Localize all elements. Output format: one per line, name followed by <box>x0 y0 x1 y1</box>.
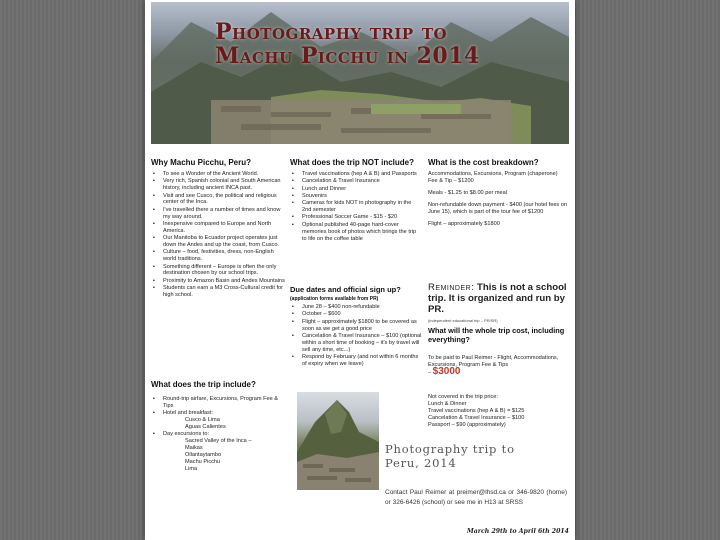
cost-paragraph: Non-refundable down payment - $400 (our hotel fees on June 15), which is part of the tour fee of $1200 <box>428 201 567 215</box>
list-item: ▪ Lunch and Dinner <box>290 186 420 193</box>
not-covered-item: Cancelation & Travel Insurance – $100 <box>428 414 525 421</box>
list-item: ▪ Round-trip airfare, Excursions, Program Fee & Tips <box>151 396 285 410</box>
why-heading: Why Machu Picchu, Peru? <box>151 158 252 167</box>
include-heading: What does the trip include? <box>151 380 256 389</box>
list-item: ▪ October – $600 <box>290 311 424 318</box>
list-item: ▪ Cameras for kids NOT in photography in the 2nd semester <box>290 200 420 214</box>
list-item <box>151 410 285 431</box>
flyer-page <box>145 0 575 540</box>
list-item: ▪ Inexpensive compared to Europe and North America. <box>151 221 285 235</box>
machu-picchu-photo <box>297 392 379 490</box>
day-place: Machu Picchu <box>185 458 221 465</box>
list-item: ▪ Culture – food, festivities, dress, non-English world traditions. <box>151 249 285 263</box>
whole-cost-section <box>428 355 568 382</box>
list-item: ▪ Respond by February (and not within 6 months of expiry when we leave) <box>290 354 424 368</box>
reminder-callout <box>428 282 568 315</box>
cost-paragraph: Accommodations, Excursions, Program (chaperone) Fee & Tip – $1200 <box>428 171 558 184</box>
include-section <box>151 396 285 473</box>
total-price: $3000 <box>432 365 461 377</box>
hero-photo-machu-picchu <box>151 2 569 144</box>
subtitle <box>385 442 565 470</box>
trip-dates: March 29th to April 6th 2014 <box>466 528 569 535</box>
flyer-title-line-2: Machu Picchu in 2014 <box>215 43 480 69</box>
list-item: ▪ June 28 – $400 non-refundable <box>290 304 424 311</box>
day-place: Ollantaytambo <box>185 452 222 459</box>
flyer-title-line-1: Photography trip to <box>215 19 448 45</box>
not-covered-item: Passport – $90 (approximately) <box>428 421 506 428</box>
list-item: ▪ Students can earn a M3 Cross-Cultural credit for high school. <box>151 285 285 299</box>
why-section <box>151 158 285 299</box>
list-item: ▪ Cancelation & Travel Insurance – $100 (optional within a short time of booking – it's by travel will sell any time, etc...) <box>290 333 424 354</box>
reminder-label: Reminder: <box>428 282 475 293</box>
not-include-section <box>290 158 420 243</box>
list-item: ▪ Our Manitoba to Ecuador project operates just down the Andes and up the coast, from Cusco. <box>151 235 285 249</box>
hotel-city: Aguas Calientes <box>185 424 226 431</box>
paid-to-text: To be paid to Paul Reimer - Flight, Accommodations, Excursions, Program Fee & Tips <box>428 355 559 368</box>
list-item: ▪ Optional published 40-page hard-cover memories book of photos which brings the trip to life on the coffee table <box>290 222 420 243</box>
list-item: ▪ I've travelled there a number of times and know my way around. <box>151 207 285 221</box>
list-item: ▪ Travel vaccinations (hep A & B) and Passports <box>290 171 420 178</box>
not-include-list <box>290 171 420 242</box>
mountain-peak-image <box>297 392 379 490</box>
day-place: Maikas <box>185 445 203 452</box>
reminder-note: (independent educational trip – PR/SR) <box>428 318 498 323</box>
day-place: Lima <box>185 465 198 472</box>
reminder-text: This is not a school trip. It is organized and run by PR. <box>428 282 567 315</box>
due-dates-note: (application forms available from PR) <box>290 296 379 302</box>
list-item: ▪ Professional Soccer Game - $15 - $20 <box>290 214 420 221</box>
list-item: ▪ Something different – Europe is often the only destination chosen by our school trips. <box>151 264 285 278</box>
due-dates-heading <box>290 286 420 303</box>
due-dates-list <box>290 304 424 368</box>
list-item <box>151 431 285 472</box>
day-excursions-label: Day excursions to: <box>163 431 210 438</box>
contact-info: Contact Paul Reimer at preimer@lhsd.ca or 346-9820 (home) or 326-6426 (school) or see me in H13 at SRSS <box>385 489 567 506</box>
flyer-title <box>215 20 565 68</box>
subtitle-line-1: Photography trip to <box>385 442 515 456</box>
day-place: Sacred Valley of the Inca – <box>185 438 252 445</box>
list-item: ▪ Flight – approximately $1800 to be covered as soon as we get a good price <box>290 319 424 333</box>
total-dash: – <box>428 369 433 376</box>
due-dates-title: Due dates and official sign up? <box>290 285 401 294</box>
not-covered-item: Lunch & Dinner <box>428 400 467 407</box>
whole-cost-paid-to <box>428 355 568 377</box>
cost-heading: What is the cost breakdown? <box>428 158 539 167</box>
why-list <box>151 171 285 299</box>
cost-section <box>428 158 568 232</box>
whole-cost-heading: What will the whole trip cost, including everything? <box>428 326 565 344</box>
list-item: ▪ To see a Wonder of the Ancient World. <box>151 171 285 178</box>
not-covered-label: Not covered in the trip price: <box>428 394 498 400</box>
subtitle-line-2: Peru, 2014 <box>385 456 457 470</box>
list-item: ▪ Proximity to Amazon Basin and Andes Mountains <box>151 278 285 285</box>
not-include-heading: What does the trip NOT include? <box>290 158 414 167</box>
not-covered-section <box>428 394 568 429</box>
list-item: ▪ Cancelation & Travel Insurance <box>290 178 420 185</box>
cost-paragraph: Meals - $1.25 to $8.00 per meal <box>428 189 507 196</box>
hotel-label: Hotel and breakfast: <box>163 410 214 417</box>
cost-paragraph: Flight – approximately $1800 <box>428 220 500 227</box>
hotel-city: Cusco & Lima <box>185 417 220 424</box>
due-dates-section <box>290 304 424 368</box>
list-item: ▪ Souvenirs <box>290 193 420 200</box>
not-covered-item: Travel vaccinations (hep A & B) = $125 <box>428 407 525 414</box>
include-list <box>151 396 285 473</box>
list-item: ▪ Visit and see Cusco, the political and religious center of the Inca. <box>151 193 285 207</box>
list-item: ▪ Very rich, Spanish colonial and South American history, including ancient INCA past. <box>151 178 285 192</box>
